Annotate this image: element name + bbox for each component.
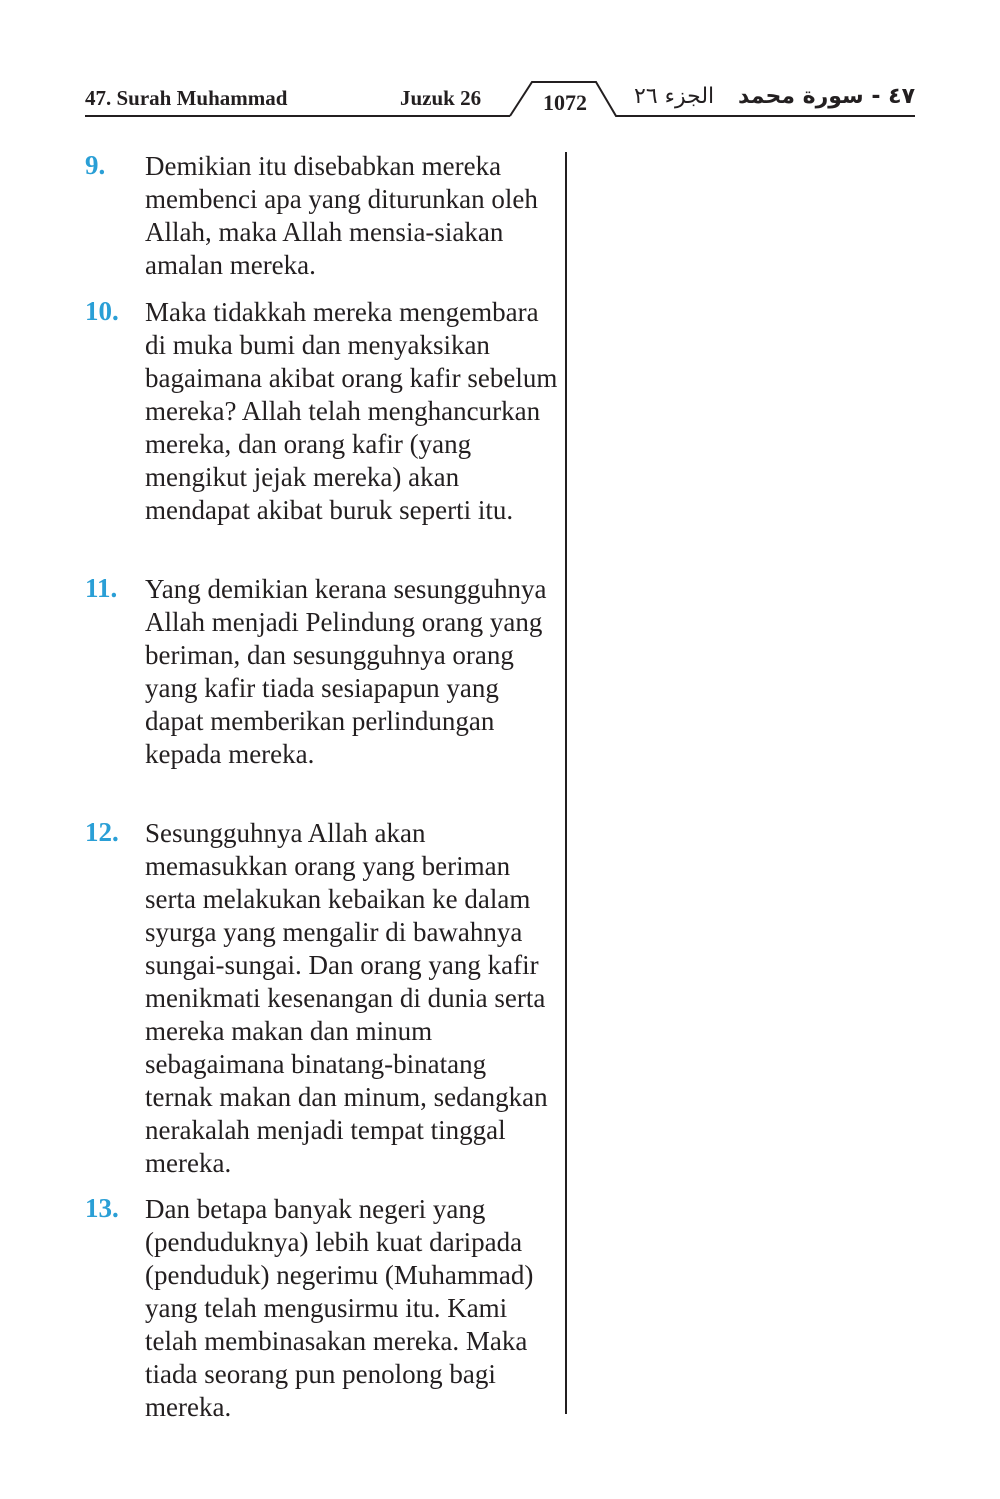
verse-number: 12. [85, 817, 119, 847]
verse-translation: Yang demikian kerana sesungguhnya Allah menjadi Pelindung orang yang beriman, dan sesungguhnya orang yang kafir tiada sesiapapun yang dapat memberikan perlindungan kepada mereka. [145, 574, 547, 769]
verse-number: 9. [85, 150, 106, 180]
surah-title-arabic: ٤٧ - سورة محمد [738, 84, 915, 109]
page-number: 1072 [543, 90, 587, 115]
verse-number: 13. [85, 1193, 119, 1223]
page-header [0, 0, 1000, 130]
column-divider [565, 152, 567, 1414]
verse-translation: Sesungguhnya Allah akan memasukkan orang yang beriman serta melakukan kebaikan ke dalam syurga yang mengalir di bawahnya sungai-sungai. Dan orang yang kafir menikmati kesenangan di dunia serta mereka makan dan minum sebagaimana binatang-binatang ternak makan dan minum, sedangkan nerakalah menjadi tempat tinggal mereka. [145, 818, 548, 1178]
verse-translation: Dan betapa banyak negeri yang (penduduknya) lebih kuat daripada (penduduk) negerimu (Muhammad) yang telah mengusirmu itu. Kami telah membinasakan mereka. Maka tiada seorang pun penolong bagi mereka. [145, 1194, 534, 1422]
verse-number: 11. [85, 573, 118, 603]
juz-label: Juzuk 26 [400, 86, 482, 110]
surah-title-latin: 47. Surah Muhammad [85, 86, 288, 110]
verse-translation: Demikian itu disebabkan mereka membenci apa yang diturunkan oleh Allah, maka Allah mensia-siakan amalan mereka. [145, 151, 538, 280]
juz-label-arabic: الجزء ٢٦ [634, 84, 715, 109]
verse-number: 10. [85, 296, 119, 326]
verse-translation: Maka tidakkah mereka mengembara di muka bumi dan menyaksikan bagaimana akibat orang kafir sebelum mereka? Allah telah menghancurkan mereka, dan orang kafir (yang mengikut jejak mereka) akan mendapat akibat buruk seperti itu. [145, 297, 558, 525]
